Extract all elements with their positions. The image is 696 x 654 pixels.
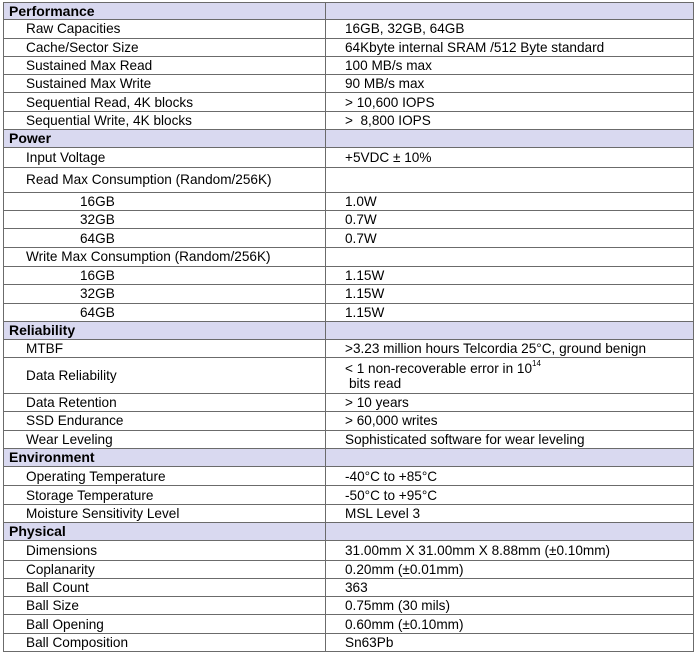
spec-value: 0.20mm (±0.01mm) <box>326 560 694 578</box>
spec-value: 64Kbyte internal SRAM /512 Byte standard <box>326 38 694 56</box>
table-row <box>4 486 694 504</box>
spec-value: -40°C to +85°C <box>326 467 694 486</box>
table-row <box>4 148 694 167</box>
spec-label: Input Voltage <box>4 148 326 167</box>
spec-label: Ball Size <box>4 597 326 615</box>
table-row <box>4 467 694 486</box>
table-row <box>4 247 694 266</box>
spec-value: 100 MB/s max <box>326 56 694 74</box>
table-row <box>4 111 694 129</box>
spec-label: Raw Capacities <box>4 20 326 38</box>
spec-value: 0.7W <box>326 229 694 247</box>
table-row <box>4 285 694 303</box>
spec-value: 16GB, 32GB, 64GB <box>326 20 694 38</box>
spec-label: Sequential Write, 4K blocks <box>4 111 326 129</box>
spec-value: 90 MB/s max <box>326 75 694 93</box>
table-row <box>4 412 694 430</box>
table-row <box>4 267 694 285</box>
spec-label: Cache/Sector Size <box>4 38 326 56</box>
spec-label: MTBF <box>4 340 326 358</box>
section-title: Power <box>4 129 326 147</box>
spec-value: >3.23 million hours Telcordia 25°C, ground benign <box>326 340 694 358</box>
spec-label: Sustained Max Read <box>4 56 326 74</box>
table-row <box>4 229 694 247</box>
spec-label: Storage Temperature <box>4 486 326 504</box>
spec-value: Sn63Pb <box>326 633 694 651</box>
spec-value: > 10,600 IOPS <box>326 93 694 111</box>
table-row <box>4 578 694 596</box>
spec-value: 1.15W <box>326 285 694 303</box>
section-title: Reliability <box>4 321 326 339</box>
table-row <box>4 615 694 633</box>
spec-table <box>3 2 694 652</box>
section-title: Performance <box>4 3 326 20</box>
spec-value: +5VDC ± 10% <box>326 148 694 167</box>
spec-label: Moisture Sensitivity Level <box>4 504 326 522</box>
section-header-power <box>4 129 694 147</box>
table-row <box>4 560 694 578</box>
table-row <box>4 211 694 229</box>
table-row <box>4 303 694 321</box>
table-row <box>4 192 694 210</box>
spec-label: Write Max Consumption (Random/256K) <box>4 247 326 266</box>
table-row <box>4 38 694 56</box>
spec-value: > 60,000 writes <box>326 412 694 430</box>
spec-value: Sophisticated software for wear leveling <box>326 430 694 448</box>
table-row <box>4 597 694 615</box>
table-row <box>4 75 694 93</box>
section-title: Environment <box>4 448 326 466</box>
spec-label: 16GB <box>4 267 326 285</box>
spec-value <box>326 358 694 394</box>
table-row <box>4 20 694 38</box>
spec-label: Coplanarity <box>4 560 326 578</box>
table-row <box>4 167 694 192</box>
table-row <box>4 358 694 394</box>
spec-value: 0.60mm (±0.10mm) <box>326 615 694 633</box>
spec-value: 0.7W <box>326 211 694 229</box>
spec-label: 32GB <box>4 285 326 303</box>
spec-label: Ball Composition <box>4 633 326 651</box>
spec-label: Data Reliability <box>4 358 326 394</box>
table-row <box>4 504 694 522</box>
table-row <box>4 394 694 412</box>
value-line-1: < 1 non-recoverable error in 10 <box>345 360 533 376</box>
value-line-2: bits read <box>349 375 402 391</box>
spec-value: MSL Level 3 <box>326 504 694 522</box>
table-row <box>4 340 694 358</box>
table-row <box>4 633 694 651</box>
spec-value: 1.15W <box>326 303 694 321</box>
spec-label: Operating Temperature <box>4 467 326 486</box>
spec-label: 64GB <box>4 303 326 321</box>
section-header-performance <box>4 3 694 20</box>
spec-label: Ball Opening <box>4 615 326 633</box>
spec-label: Sustained Max Write <box>4 75 326 93</box>
spec-value: 1.0W <box>326 192 694 210</box>
spec-label: SSD Endurance <box>4 412 326 430</box>
spec-value: 1.15W <box>326 267 694 285</box>
table-row <box>4 541 694 560</box>
spec-label: 32GB <box>4 211 326 229</box>
spec-label: 64GB <box>4 229 326 247</box>
spec-value: -50°C to +95°C <box>326 486 694 504</box>
spec-value <box>326 247 694 266</box>
spec-label: Wear Leveling <box>4 430 326 448</box>
spec-label: Read Max Consumption (Random/256K) <box>4 167 326 192</box>
section-header-environment <box>4 448 694 466</box>
spec-label: Dimensions <box>4 541 326 560</box>
section-title: Physical <box>4 523 326 541</box>
spec-label: Sequential Read, 4K blocks <box>4 93 326 111</box>
table-row <box>4 56 694 74</box>
spec-value: 363 <box>326 578 694 596</box>
spec-value: > 10 years <box>326 394 694 412</box>
spec-value <box>326 167 694 192</box>
spec-label: 16GB <box>4 192 326 210</box>
spec-value: 31.00mm X 31.00mm X 8.88mm (±0.10mm) <box>326 541 694 560</box>
spec-value: > 8,800 IOPS <box>326 111 694 129</box>
spec-label: Data Retention <box>4 394 326 412</box>
value-exponent: 14 <box>532 358 541 368</box>
spec-label: Ball Count <box>4 578 326 596</box>
table-row <box>4 430 694 448</box>
section-header-reliability <box>4 321 694 339</box>
table-row <box>4 93 694 111</box>
spec-value: 0.75mm (30 mils) <box>326 597 694 615</box>
section-header-physical <box>4 523 694 541</box>
